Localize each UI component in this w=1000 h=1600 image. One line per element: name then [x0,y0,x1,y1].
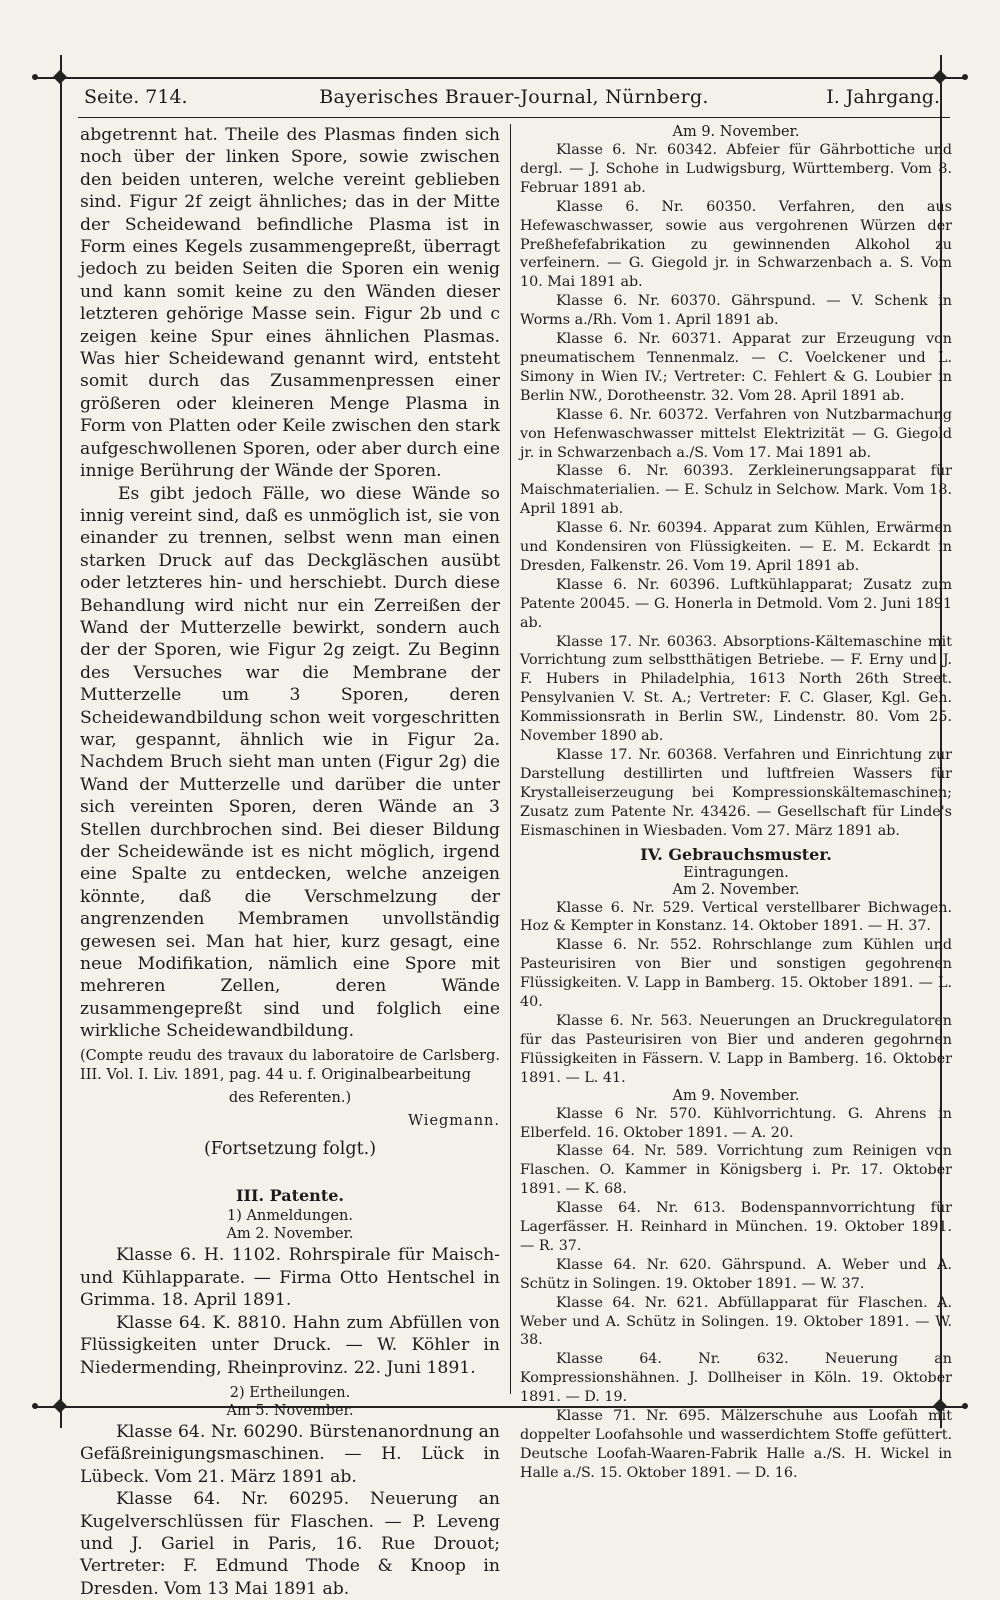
utility-model-entry: Klasse 6 Nr. 570. Kühlvorrichtung. G. Ahrens in Elberfeld. 16. Oktober 1891. — A. 20. [520,1105,952,1141]
section-heading-patente: III. Patente. [236,1186,344,1206]
date-heading: Am 2. November. [226,1226,354,1243]
page-number: Seite. 714. [84,86,188,108]
date-heading: Am 5. November. [226,1402,354,1419]
top-ornamental-rule [36,77,964,79]
header-rule [78,117,950,118]
patent-entry: Klasse 64. Nr. 60295. Neuerung an Kugelverschlüssen für Flaschen. — P. Leveng und J. Gariel in Paris, 16. Rue Drouot; Vertreter: F. Edmund Thode & Knoop in Dresden. Vom 13 Mai 1891 ab. [80,1489,500,1599]
patent-entry: Klasse 64. K. 8810. Hahn zum Abfüllen von Flüssigkeiten unter Druck. — W. Köhler in Niedermending, Rheinprovinz. 22. Juni 1891. [80,1312,500,1378]
subsection-heading: Eintragungen. [683,864,789,881]
utility-model-entry: Klasse 6. Nr. 529. Vertical verstellbarer Bichwagen. Hoz & Kempter in Konstanz. 14. Oktober 1891. — H. 37. [520,899,952,935]
right-column [520,124,952,1481]
rule-end-dot [32,1403,38,1409]
volume-label: I. Jahrgang. [826,86,940,108]
utility-model-entry: Klasse 64. Nr. 621. Abfüllapparat für Flaschen. A. Weber und A. Schütz in Solingen. 19. Oktober 1891. — W. 38. [520,1294,952,1349]
utility-model-entry: Klasse 6. Nr. 552. Rohrschlange zum Kühlen und Pasteurisiren von Bier und sonstigen gegohrenen Flüssigkeiten. V. Lapp in Bamberg. 15. Oktober 1891. — L. 40. [520,937,952,1011]
continuation-note: (Fortsetzung folgt.) [203,1139,377,1160]
left-column [80,124,500,1599]
utility-model-entry: Klasse 6. Nr. 563. Neuerungen an Druckregulatoren für das Pasteurisiren von Bier und anderen gegohrnen Flüssigkeiten in Fässern. V. Lapp in Bamberg. 16. Oktober 1891. — L. 41. [520,1012,952,1086]
author-signature: Wiegmann. [408,1112,500,1129]
subsection-heading: 1) Anmeldungen. [226,1208,354,1225]
source-citation: (Compte reudu des travaux du laboratoire de Carlsberg. III. Vol. I. Liv. 1891, pag. 44 u. f. Originalbearbeitung [80,1047,500,1083]
utility-model-entry: Klasse 64. Nr. 632. Neuerung an Kompressionshähnen. J. Dollheiser in Köln. 19. Oktober 1891. — D. 19. [520,1351,952,1406]
page-header [78,86,950,116]
subsection-heading: 2) Ertheilungen. [229,1384,351,1401]
patent-entry: Klasse 6. Nr. 60372. Verfahren von Nutzbarmachung von Hefenwaschwasser mittelst Elektrizität — G. Giegold jr. in Schwarzenbach a./S. Vom 17. Mai 1891 ab. [520,406,952,461]
column-divider [510,124,511,1394]
section-heading-gebrauchsmuster: IV. Gebrauchsmuster. [640,844,832,864]
patent-entry: Klasse 6. Nr. 60394. Apparat zum Kühlen, Erwärmen und Kondensiren von Flüssigkeiten. — E. M. Eckardt in Dresden, Falkenstr. 26. Vom 19. April 1891 ab. [520,520,952,574]
corner-ornament-bottom-left [53,1399,67,1413]
corner-ornament-top-left [53,70,67,84]
rule-end-dot [962,74,968,80]
corner-ornament-top-right [933,70,947,84]
patent-entry: Klasse 6. H. 1102. Rohrspirale für Maisch- und Kühlapparate. — Firma Otto Hentschel in Grimma. 18. April 1891. [80,1245,500,1311]
utility-model-entry: Klasse 64. Nr. 589. Vorrichtung zum Reinigen von Flaschen. O. Kammer in Königsberg i. Pr. 17. Oktober 1891. — K. 68. [520,1143,952,1198]
patent-entry: Klasse 6. Nr. 60350. Verfahren, den aus Hefewaschwasser, sowie aus vergohrenen Würzen der Preßhefefabrikation zu gewinnenden Alkohol zu verfeinern. — G. Giegold jr. in Schwarzenbach a. S. Vom 10. Mai 1891 ab. [520,198,952,291]
patent-entry: Klasse 6. Nr. 60393. Zerkleinerungsapparat für Maischmaterialien. — E. Schulz in Selchow. Mark. Vom 18. April 1891 ab. [520,463,952,518]
journal-title: Bayerisches Brauer-Journal, Nürnberg. [319,86,709,108]
rule-end-dot [32,74,38,80]
date-heading: Am 9. November. [672,124,800,140]
patent-entry: Klasse 6. Nr. 60371. Apparat zur Erzeugung von pneumatischem Tennenmalz. — C. Voelckener und L. Simony in Wien IV.; Vertreter: C. Fehlert & G. Loubier in Berlin NW., Dorotheenstr. 32. Vom 28. April 1891 ab. [520,331,952,404]
patent-entry: Klasse 64. Nr. 60290. Bürstenanordnung an Gefäßreinigungsmaschinen. — H. Lück in Lübeck. Vom 21. März 1891 ab. [80,1421,500,1487]
utility-model-entry: Klasse 64. Nr. 620. Gährspund. A. Weber und A. Schütz in Solingen. 19. Oktober 1891. — W. 37. [520,1256,952,1292]
patent-entry: Klasse 17. Nr. 60363. Absorptions-Kältemaschine mit Vorrichtung zum selbstthätigen Betriebe. — F. Erny und J. F. Hubers in Philadelphia, 1613 North 26th Street. Pensylvanien V. St. A.; Vertreter: F. C. Glaser, Kgl. Geh. Kommissionsrath in Berlin SW., Lindenstr. 80. Vom 25. November 1890 ab. [520,633,952,745]
rule-end-dot [962,1403,968,1409]
patent-entry: Klasse 6. Nr. 60396. Luftkühlapparat; Zusatz zum Patente 20045. — G. Honerla in Detmold. Vom 2. Juni 1891 ab. [520,576,952,631]
utility-model-entry: Klasse 71. Nr. 695. Mälzerschuhe aus Loofah mit doppelter Loofahsohle und wasserdichtem Stoffe gefüttert. Deutsche Loofah-Waaren-Fabrik Halle a./S. H. Wickel in Halle a./S. 15. Oktober 1891. — D. 16. [520,1408,952,1481]
patent-entry: Klasse 6. Nr. 60370. Gährspund. — V. Schenk in Worms a./Rh. Vom 1. April 1891 ab. [520,293,952,329]
date-heading: Am 2. November. [672,881,800,898]
article-paragraph: abgetrennt hat. Theile des Plasmas finden sich noch über der linken Spore, sowie zwischen den beiden unteren, welche vereint geblieben sind. Figur 2f zeigt ähnliches; das in der Mitte der Scheidewand befindliche Plasma ist in Form eines Kegels zusammengepreßt, überragt jedoch zu beiden Seiten die Sporen ein wenig und kann somit keine zu den Wänden dieser letzteren gehörige Masse sein. Figur 2b und c zeigen keine Spur eines ähnlichen Plasmas. Was hier Scheidewand genannt wird, entsteht somit durch das Zusammenpressen einer größeren oder kleineren Menge Plasma in Form von Platten oder Keile zwischen den stark aufgeschwollenen Sporen, oder aber durch eine innige Berührung der Wände der Sporen. [80,125,500,482]
source-citation-end: des Referenten.) [228,1089,352,1106]
left-ornamental-rule [60,55,62,1428]
article-paragraph: Es gibt jedoch Fälle, wo diese Wände so innig vereint sind, daß es unmöglich ist, sie von einander zu trennen, selbst wenn man einen starken Druck auf das Deckgläschen ausübt oder letzteres hin- und herschiebt. Durch diese Behandlung wird nicht nur ein Zerreißen der Wand der Mutterzelle bewirkt, sondern auch der der Sporen, wie Figur 2g zeigt. Zu Beginn des Versuches war die Membrane der Mutterzelle um 3 Sporen, deren Scheidewandbildung schon weit vorgeschritten war, gespannt, ähnlich wie in Figur 2a. Nachdem Bruch sieht man unten (Figur 2g) die Wand der Mutterzelle und darüber die unter sich vereinten Sporen, deren Wände an 3 Stellen durchbrochen sind. Bei dieser Bildung der Scheidewände ist es nicht möglich, irgend eine Spalte zu entdecken, welche anzeigen könnte, daß die Verschmelzung der angrenzenden Membramen unvollständig gewesen sei. Man hat hier, kurz gesagt, eine neue Modifikation, nämlich eine Spore mit mehreren Zellen, deren Wände zusammengepreßt sind und folglich eine wirkliche Scheidewandbildung. [80,483,500,1042]
utility-model-entry: Klasse 64. Nr. 613. Bodenspannvorrichtung für Lagerfässer. H. Reinhard in München. 19. Oktober 1891. — R. 37. [520,1200,952,1254]
date-heading: Am 9. November. [672,1087,800,1104]
patent-entry: Klasse 6. Nr. 60342. Abfeier für Gährbottiche und dergl. — J. Schohe in Ludwigsburg, Württemberg. Vom 8. Februar 1891 ab. [520,142,952,196]
patent-entry: Klasse 17. Nr. 60368. Verfahren und Einrichtung zur Darstellung destillirten und luftfreien Wassers für Krystalleiserzeugung bei Kompressionskältemaschinen; Zusatz zum Patente Nr. 43426. — Gesellschaft für Linde's Eismaschinen in Wiesbaden. Vom 27. März 1891 ab. [520,747,952,839]
